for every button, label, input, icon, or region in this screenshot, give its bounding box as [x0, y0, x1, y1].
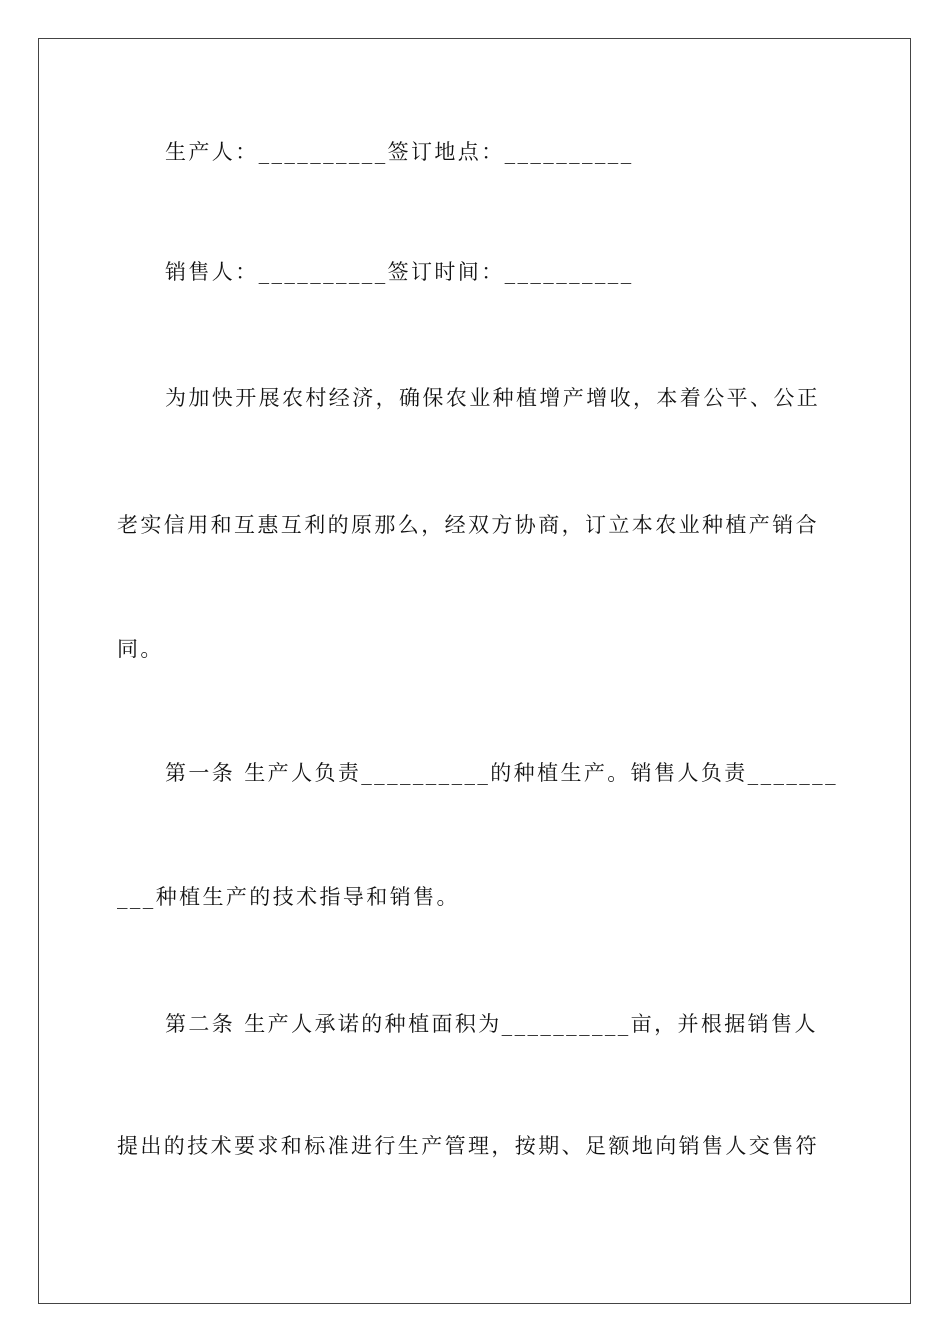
preamble-line-1: 为加快开展农村经济，确保农业种植增产增收，本着公平、公正 — [165, 386, 821, 410]
article-1-line-2: ___种植生产的技术指导和销售。 — [117, 885, 460, 909]
article-1-line-1: 第一条 生产人负责__________的种植生产。销售人负责_______ — [165, 761, 838, 785]
preamble-line-2: 老实信用和互惠互利的原那么，经双方协商，订立本农业种植产销合 — [117, 513, 819, 537]
article-2-line-1: 第二条 生产人承诺的种植面积为__________亩，并根据销售人 — [165, 1012, 818, 1036]
seller-and-signing-time-line: 销售人：__________签订时间：__________ — [165, 260, 634, 284]
producer-and-signing-place-line: 生产人：__________签订地点：__________ — [165, 140, 634, 164]
page-frame — [38, 38, 911, 1304]
preamble-line-3: 同。 — [117, 637, 164, 661]
article-2-line-2: 提出的技术要求和标准进行生产管理，按期、足额地向销售人交售符 — [117, 1134, 819, 1158]
